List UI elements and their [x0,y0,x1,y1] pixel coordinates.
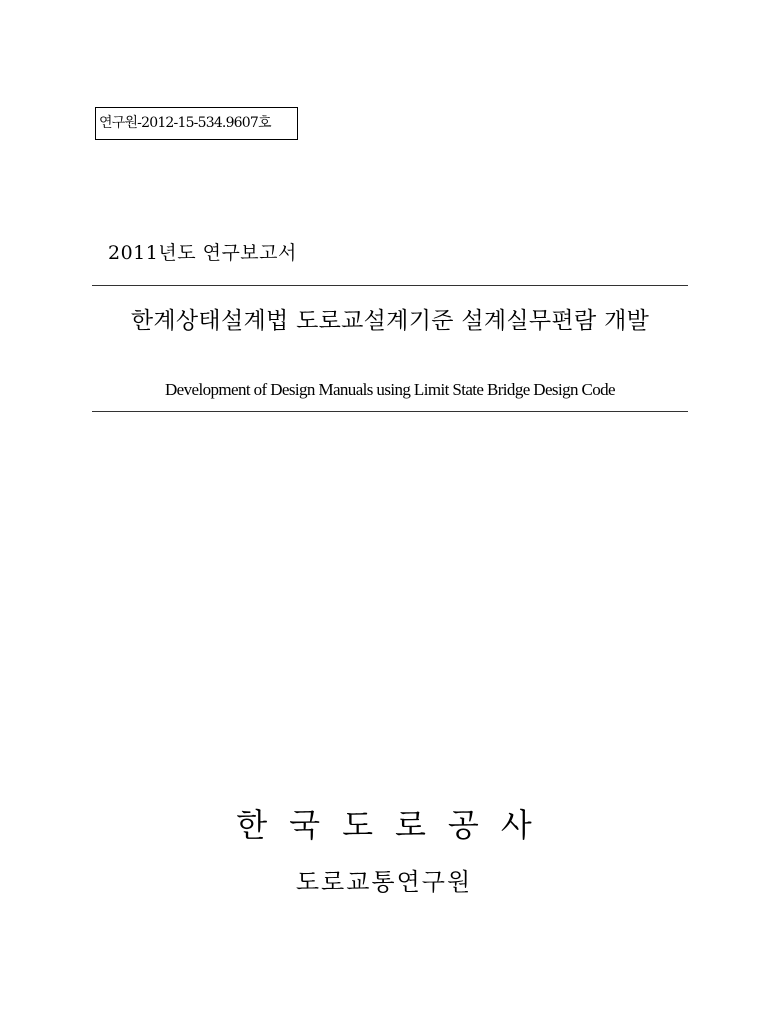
title-korean: 한계상태설계법 도로교설계기준 설계실무편람 개발 [130,308,650,334]
divider-bottom [92,411,688,412]
title-english: Development of Design Manuals using Limit State Bridge Design Code [164,380,616,399]
report-year: 2011년도 연구보고서 [108,242,297,264]
institute-name: 도로교통연구원 [295,868,473,896]
divider-top [92,285,688,286]
report-number-box: 연구원-2012-15-534.9607호 [95,107,298,140]
organization-name: 한국도로공사 [236,806,554,844]
